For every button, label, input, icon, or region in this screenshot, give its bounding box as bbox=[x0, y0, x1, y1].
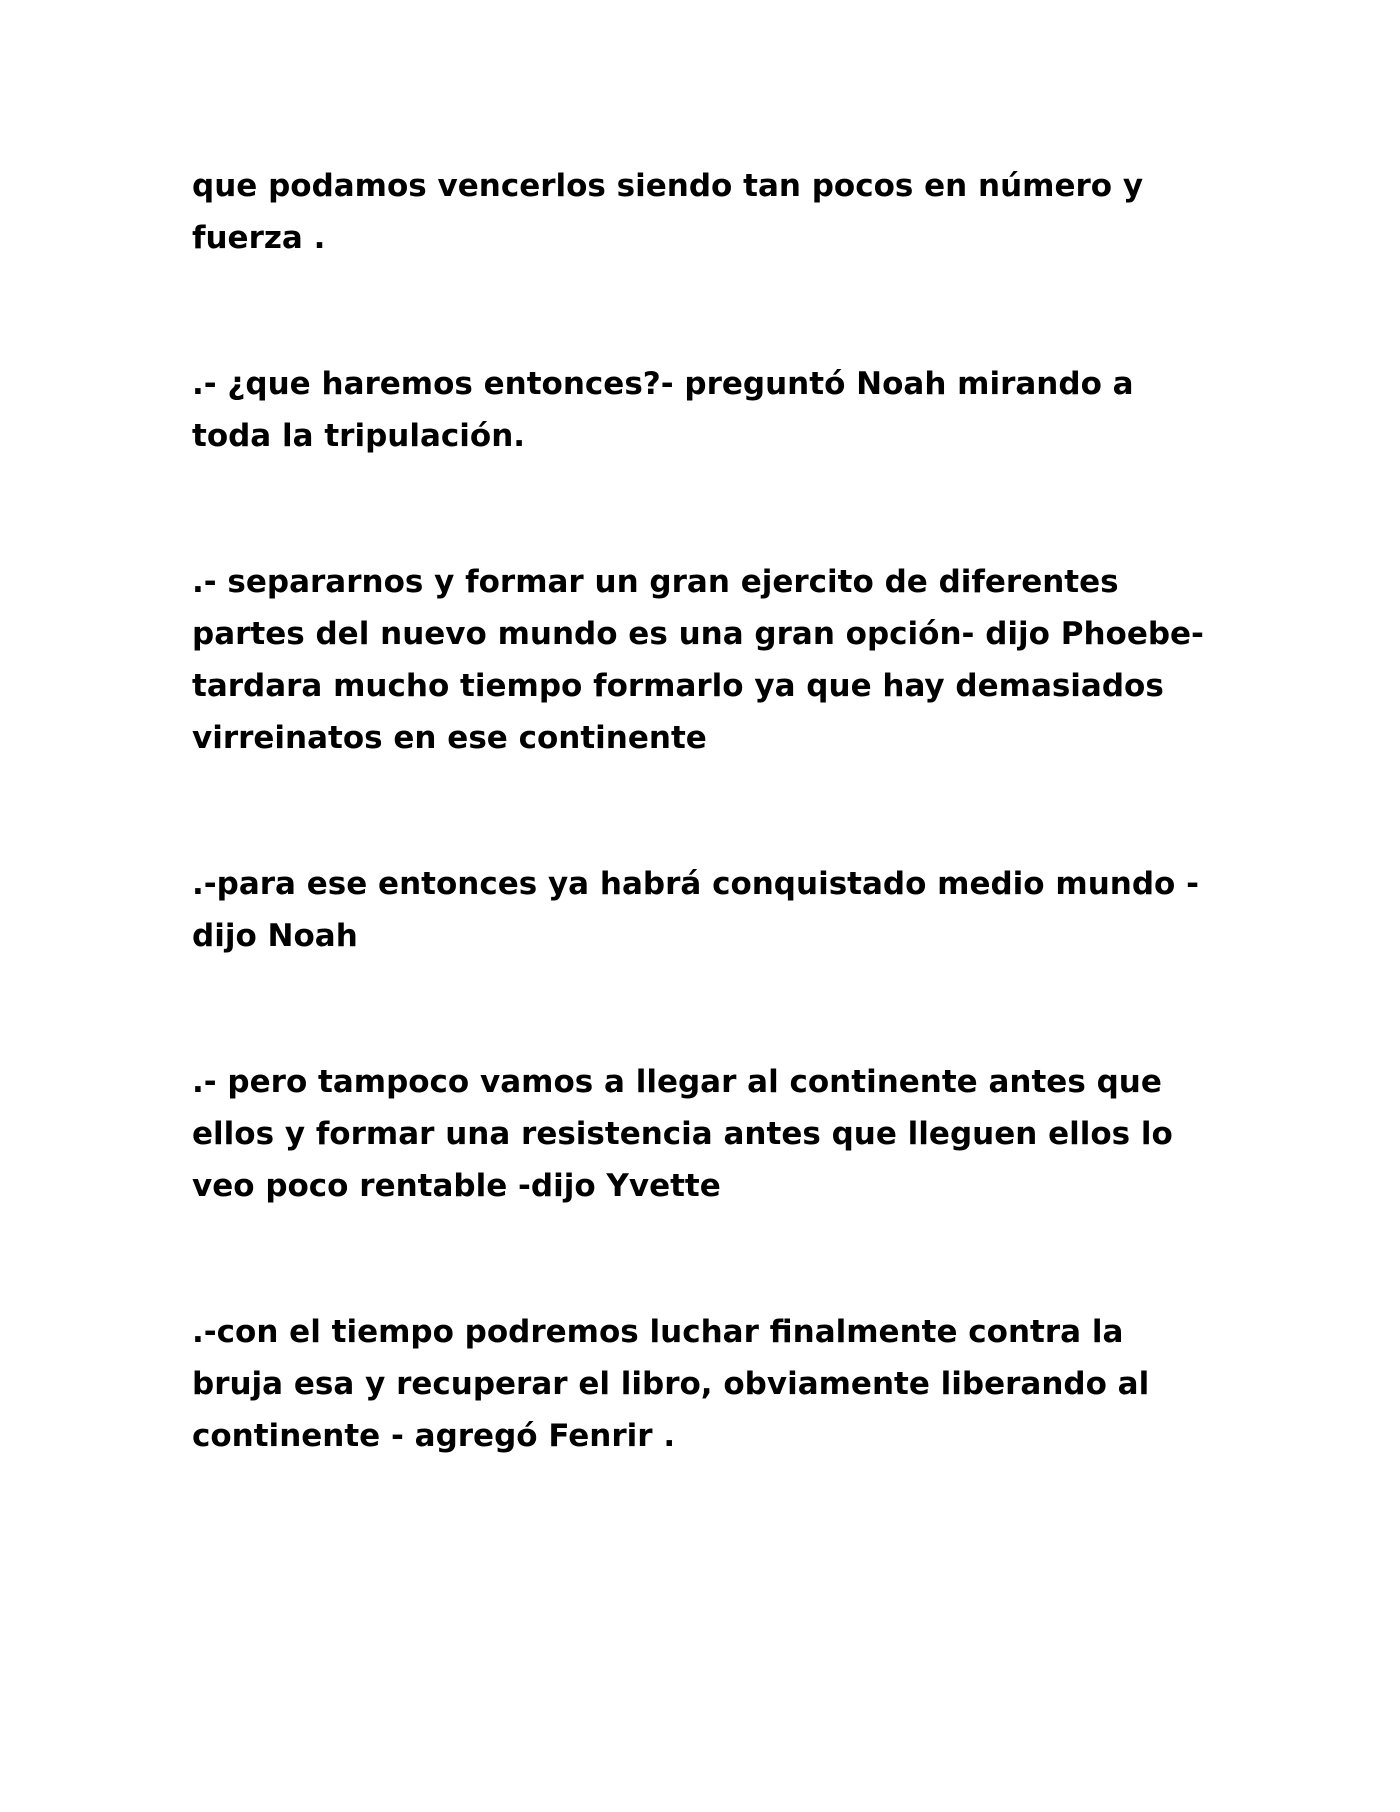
text-line: continente - agregó Fenrir . bbox=[192, 1418, 676, 1454]
text-line: dijo Noah bbox=[192, 918, 358, 954]
text-line: virreinatos en ese continente bbox=[192, 720, 707, 756]
document-body bbox=[192, 160, 1242, 1556]
text-line: .- separarnos y formar un gran ejercito de diferentes bbox=[192, 564, 1119, 600]
text-line: .-para ese entonces ya habrá conquistado medio mundo - bbox=[192, 866, 1199, 902]
paragraph-1 bbox=[192, 160, 1242, 264]
text-line: .- pero tampoco vamos a llegar al continente antes que bbox=[192, 1064, 1162, 1100]
text-line: .-con el tiempo podremos luchar finalmente contra la bbox=[192, 1314, 1124, 1350]
text-line: veo poco rentable -dijo Yvette bbox=[192, 1168, 721, 1204]
paragraph-4 bbox=[192, 858, 1242, 962]
text-line: bruja esa y recuperar el libro, obviamente liberando al bbox=[192, 1366, 1150, 1402]
text-line: que podamos vencerlos siendo tan pocos en número y bbox=[192, 168, 1144, 204]
text-line: ellos y formar una resistencia antes que lleguen ellos lo bbox=[192, 1116, 1173, 1152]
text-line: fuerza . bbox=[192, 220, 326, 256]
paragraph-2 bbox=[192, 358, 1242, 462]
text-line: toda la tripulación. bbox=[192, 418, 526, 454]
paragraph-3 bbox=[192, 556, 1242, 764]
text-line: tardara mucho tiempo formarlo ya que hay demasiados bbox=[192, 668, 1164, 704]
paragraph-5 bbox=[192, 1056, 1242, 1212]
text-line: .- ¿que haremos entonces?- preguntó Noah mirando a bbox=[192, 366, 1134, 402]
text-line: partes del nuevo mundo es una gran opción- dijo Phoebe- bbox=[192, 616, 1204, 652]
paragraph-6 bbox=[192, 1306, 1242, 1462]
